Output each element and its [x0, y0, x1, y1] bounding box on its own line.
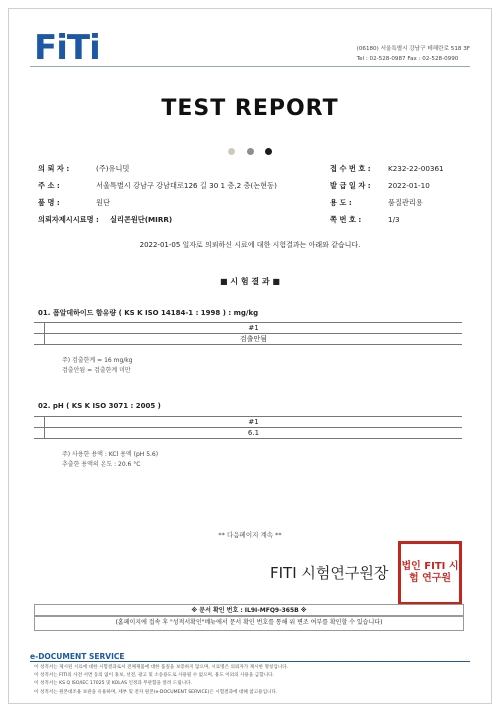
label: 발 급 일 자 :: [330, 181, 371, 190]
doc-check-desc: (홈페이지에 접속 후 "성적서확인"메뉴에서 문서 확인 번호를 통해 위 변조 여부를 확인할 수 있습니다): [115, 619, 383, 626]
value: 원단: [96, 198, 110, 207]
product-row: [38, 194, 277, 211]
label: 접 수 번 호 :: [330, 164, 371, 173]
label: 의뢰자제시시료명 :: [38, 215, 99, 224]
institute-name: FITI 시험연구원장: [270, 564, 389, 582]
doc-check-desc-box: [34, 615, 464, 631]
value: 2022-01-10: [388, 181, 430, 190]
result-cell: 검출안됨: [45, 334, 463, 345]
sample-row: [38, 211, 277, 228]
edoc-divider: [30, 661, 470, 662]
value: K232-22-00361: [388, 164, 444, 173]
title-dots: [0, 140, 500, 159]
test1-notes: [62, 356, 133, 376]
disclaimer-line: 이 성적서는 FITI의 사전 서면 동의 없이 홍보, 선전, 광고 및 소송용도로 사용될 수 없으며, 용도 이외의 사용을 금합니다.: [34, 673, 274, 679]
test2-heading: 02. pH ( KS K ISO 3071 : 2005 ): [38, 402, 161, 410]
receipt-row: [330, 160, 444, 177]
company-address: [357, 44, 470, 64]
section-title: ■ 시 험 결 과 ■: [220, 277, 280, 286]
continued-note: ** 다음페이지 계속 **: [218, 531, 282, 539]
result-cell: 6.1: [45, 428, 463, 439]
disclaimer-line: 이 성적서는 제시된 시료에 대한 시험결과로서 전체제품에 대한 품질을 보증하지 않으며, 시료명은 의뢰자가 제시한 명칭입니다.: [34, 665, 289, 670]
label: 쪽 번 호 :: [330, 215, 362, 224]
note-line: 주) 사용한 용액 : KCl 용액 (pH 5.6): [62, 451, 159, 458]
fiti-logo: FiTi: [34, 28, 100, 68]
issue-date-row: [330, 177, 444, 194]
purpose-row: [330, 194, 444, 211]
edoc-title: e-DOCUMENT SERVICE: [30, 652, 125, 661]
official-seal: 법인 FITI 시험 연구원: [398, 541, 462, 605]
report-info: [330, 160, 444, 228]
label: 주 소 :: [38, 181, 60, 190]
dot-icon: [228, 148, 235, 155]
dot-icon: [265, 148, 272, 155]
column-header: #1: [45, 323, 463, 334]
label: 용 도 :: [330, 198, 352, 207]
report-title: TEST REPORT: [161, 96, 339, 121]
header-divider: [30, 66, 470, 67]
test1-heading: 01. 폼알데하이드 함유량 ( KS K ISO 14184-1 : 1998 ) : mg/kg: [38, 309, 259, 317]
contact-line: Tel : 02-528-0987 Fax : 02-528-0990: [356, 56, 459, 62]
label: 의 뢰 자 :: [38, 164, 70, 173]
label: 품 명 :: [38, 198, 60, 207]
disclaimer-line: 이 성적서는 KS Q ISO/IEC 17025 및 KOLAS 인정과 무관함을 알려 드립니다.: [34, 681, 192, 687]
value: (주)유니밋: [96, 164, 130, 173]
address-line: (06180) 서울특별시 강남구 테헤란로 518 3F: [356, 46, 470, 52]
doc-check-number: ※ 문서 확인 번호 : IL9I-MFQ9-365B ※: [191, 607, 307, 614]
value: 실리콘원단(MIRR): [110, 215, 173, 224]
test2-table: [34, 416, 462, 439]
client-row: [38, 160, 277, 177]
note-line: 주) 검출한계 = 16 mg/kg: [62, 357, 133, 364]
test2-notes: [62, 450, 158, 470]
dot-icon: [247, 148, 254, 155]
disclaimer-line: 이 성적서는 원본대조용 보관을 유용하며, 세부 및 전자 원본(e-DOCUMENT SERVICE)은 시험결과에 대해 참고용입니다.: [34, 689, 278, 695]
address-row: [38, 177, 277, 194]
note-line: 검출안됨 = 검출한계 미만: [62, 367, 131, 374]
page-row: [330, 211, 444, 228]
value: 1/3: [388, 215, 400, 224]
test1-table: [34, 322, 462, 345]
note-line: 추출한 용액의 온도 : 20.6 °C: [62, 461, 141, 468]
value: 품질관리용: [388, 198, 423, 207]
column-header: #1: [45, 417, 463, 428]
intro-text: 2022-01-05 일자로 의뢰하신 시료에 대한 시험결과는 아래와 같습니다.: [139, 241, 361, 249]
client-info: [38, 160, 277, 228]
disclaimers: [34, 664, 288, 697]
value: 서울특별시 강남구 강남대로126 길 30 1 층,2 층(논현동): [96, 181, 277, 190]
